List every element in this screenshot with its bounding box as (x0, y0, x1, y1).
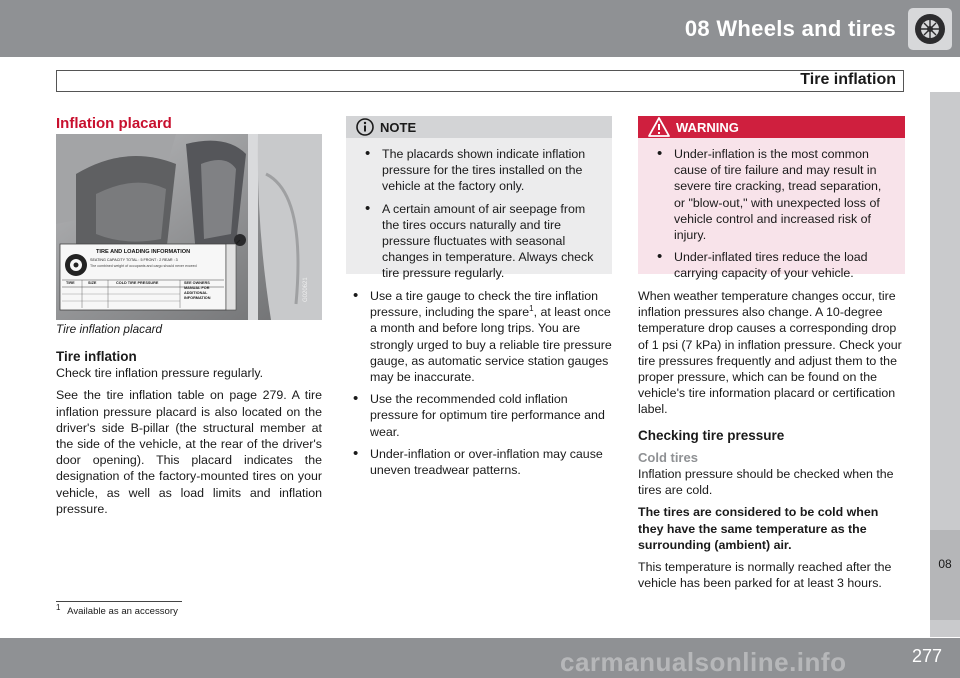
note-list (358, 146, 598, 282)
chapter-title: 08 Wheels and tires (684, 16, 896, 41)
inflation-placard-heading: Inflation placard (56, 115, 172, 132)
right-para-3: The tires are considered to be cold when they have the same temperature as the surrounding (ambient) air. (638, 505, 879, 552)
info-icon (356, 118, 374, 141)
note-label: NOTE (380, 120, 417, 135)
footnote-ref[interactable]: 1 (529, 304, 534, 314)
right-body (638, 288, 905, 597)
list-item (346, 288, 612, 385)
note-item: • A certain amount of air seepage from the tires occurs naturally and tire pressure fluctuates with seasonal changes in temperature. Always check tire pressure regularly. (358, 201, 598, 282)
bullet1-text-cont: , at least once a month and before long trips. You are strongly urged to buy a reliable tire pressure gauge, as automatic service station gauges may be inaccurate. (370, 305, 612, 385)
placard-label-row1: SEATING CAPACITY TOTAL : 5 FRONT : 2 REAR : 3 (90, 258, 178, 262)
list-item: • Under-inflation or over-inflation may cause uneven treadwear patterns. (346, 446, 612, 478)
warning-item: • Under-inflated tires reduce the load carrying capacity of your vehicle. (650, 249, 891, 281)
right-para-2: Inflation pressure should be checked when the tires are cold. (638, 467, 894, 498)
placard-label-title: TIRE AND LOADING INFORMATION (96, 249, 191, 255)
placard-col-tire: TIRE (66, 281, 75, 285)
footnote-text: Available as an accessory (67, 606, 178, 617)
left-para-1: Check tire inflation pressure regularly. (56, 366, 264, 381)
middle-list (346, 288, 612, 478)
chapter-tab-label: 08 (938, 557, 952, 571)
placard-label-row2: The combined weight of occupants and cargo should never exceed (90, 264, 197, 268)
right-para-4: This temperature is normally reached after the vehicle has been parked for at least 3 hours. (638, 560, 892, 591)
warning-header (638, 116, 905, 138)
warning-item: • Under-inflation is the most common cause of tire failure and may result in severe tire cracking, tread separation, or "blow-out," with unexpected loss of vehicle control and increased risk of injury. (650, 146, 891, 243)
checking-pressure-heading: Checking tire pressure (638, 427, 785, 443)
footnote-rule (56, 601, 182, 602)
placard-col-pressure: COLD TIRE PRESSURE (116, 281, 159, 285)
warning-box (638, 116, 905, 281)
warning-triangle-icon (648, 117, 670, 142)
section-bar (56, 70, 904, 92)
page-number: 277 (911, 646, 942, 666)
footnote (56, 602, 178, 617)
watermark: carmanualsonline.info (560, 647, 847, 677)
note-header (346, 116, 612, 138)
note-item: • The placards shown indicate inflation pressure for the tires installed on the vehicle at the factory only. (358, 146, 598, 195)
footnote-number: 1 (56, 602, 61, 612)
placard-col-see: SEE OWNERS MANUAL FOR ADDITIONAL INFORMATION (184, 281, 211, 300)
placard-photo (56, 134, 322, 320)
wheel-icon (908, 8, 952, 50)
warning-list (650, 146, 891, 282)
right-para-1: When weather temperature changes occur, tire inflation pressures also change. A 10-degree temperature drop causes a corresponding drop of 1 psi (7 kPa) in inflation pressure. Check your tire pressures frequently and adjust them to the proper pressure, which can be found on the vehicle's tire information placard or certification label. (638, 289, 902, 417)
placard-col-size: SIZE (88, 281, 97, 285)
chapter-tab[interactable] (930, 530, 960, 620)
cold-tires-heading: Cold tires (638, 449, 698, 465)
warning-label: WARNING (676, 120, 739, 135)
note-box (346, 116, 612, 281)
left-body (56, 349, 322, 523)
bullet1-text: Use a tire gauge to check the tire inflation pressure, including the spare (370, 289, 598, 320)
left-heading-wrap (56, 116, 322, 132)
section-title: Tire inflation (800, 71, 896, 88)
figure-caption: Tire inflation placard (56, 322, 163, 336)
left-para-2: See the tire inflation table on page 279. A tire inflation pressure placard is also located on the driver's side B-pillar (the structural member at the side of the vehicle, at the rear of the driver's door opening). This placard indicates the designation of the factory-mounted tires on your vehicle, as well as load limits and inflation pressure. (56, 388, 322, 516)
tire-inflation-heading: Tire inflation (56, 349, 137, 364)
middle-body (346, 288, 612, 484)
figure-code: G020621 (303, 277, 309, 302)
list-item: • Use the recommended cold inflation pressure for optimum tire performance and wear. (346, 391, 612, 440)
